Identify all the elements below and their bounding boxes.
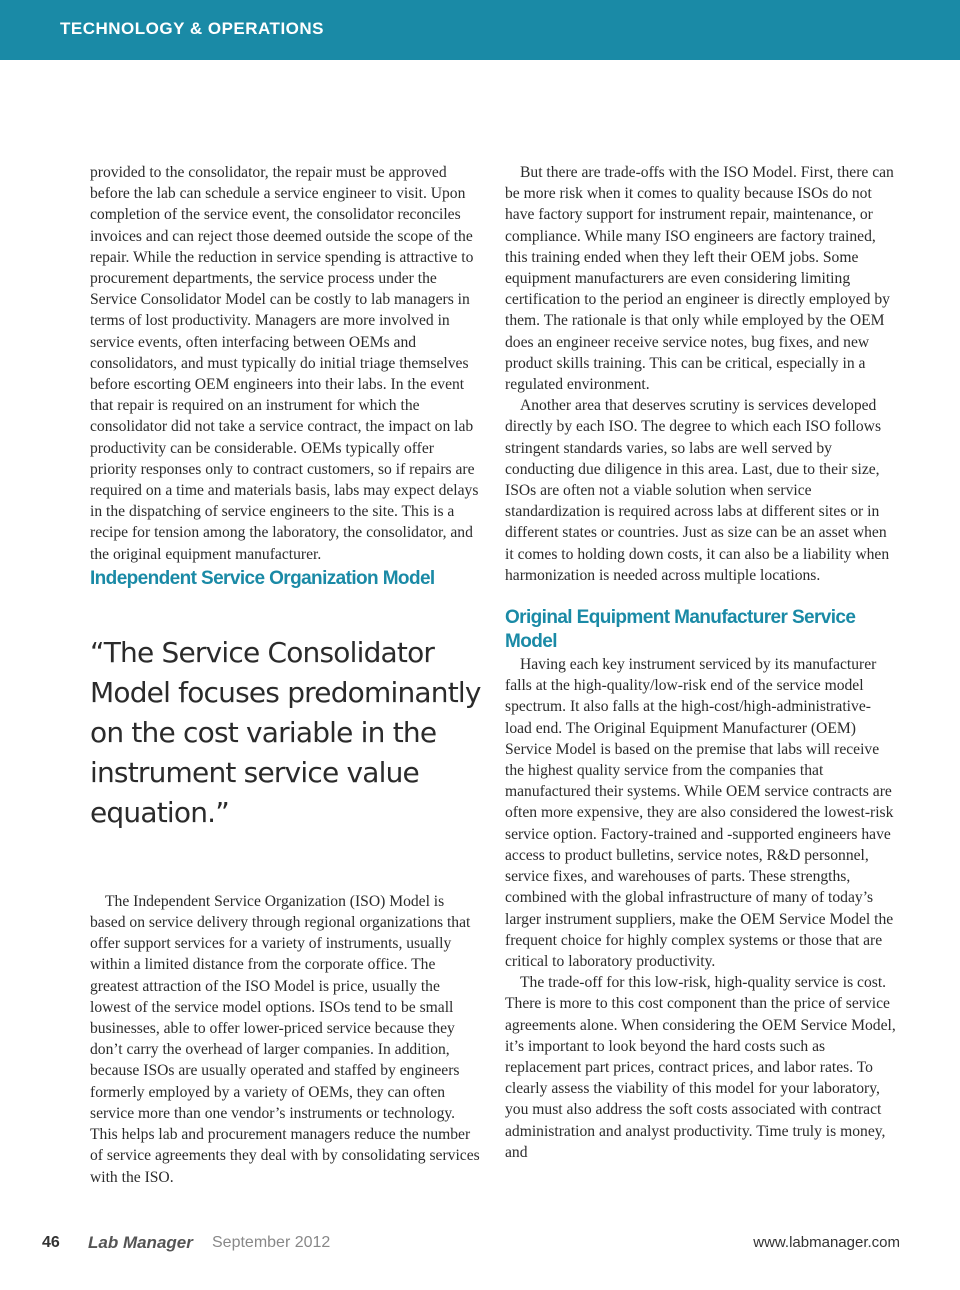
section-label: TECHNOLOGY & OPERATIONS [60, 19, 325, 38]
right-column [505, 162, 897, 1163]
body-paragraph: Having each key instrument serviced by its manufacturer falls at the high-quality/low-risk end of the service model spectrum. It also falls at the high-cost/high-administrative-load end. The Original Equipment Manufacturer (OEM) Service Model is based on the premise that labs will receive the highest quality service from the companies that manufactured their systems. While OEM service contracts are often more expensive, they are also considered the lowest-risk service option. Factory-trained and -supported engineers have access to product bulletins, service notes, R&D personnel, service fixes, and warehouses of parts. These strengths, combined with the global infrastructure of many of today’s larger instrument suppliers, make the OEM Service Model the frequent choice for highly complex systems or those that are critical to laboratory productivity. [505, 656, 894, 970]
pull-quote: “The Service Consolidator Model focuses predominantly on the cost variable in the instrument service value equation.” [90, 635, 481, 829]
body-paragraph: The trade-off for this low-risk, high-quality service is cost. There is more to this cost component than the price of service agreements alone. When considering the OEM Service Model, it’s important to look beyond the hard costs such as replacement part prices, contract prices, and labor rates. To clearly assess the viability of this model for your laboratory, you must also address the soft costs associated with contract administration and analyst productivity. Time truly is money, and [505, 974, 896, 1161]
section-header-bar [0, 0, 960, 60]
body-paragraph: provided to the consolidator, the repair must be approved before the lab can schedule a service engineer to visit. Upon completion of the service event, the consolidator reconciles invoices and can reject those deemed outside the scope of the repair. While the reduction in service spending is attractive to procurement departments, the service process under the Service Consolidator Model can be costly to lab managers in terms of lost productivity. Managers are more involved in service events, often interfacing between OEMs and consolidators, and must typically do initial triage themselves before escorting OEM engineers into their labs. In the event that repair is required on an instrument for which the consolidator did not take a service contract, the impact on lab productivity can be considerable. OEMs typically offer priority responses only to contract customers, so if repairs are required on a time and materials basis, labs may expect delays in the dispatching of service engineers to the site. This is a recipe for tension among the laboratory, the consolidator, and the original equipment manufacturer. [90, 164, 479, 563]
page-footer [0, 1232, 960, 1256]
section-heading-oem: Original Equipment Manufacturer Service Model [505, 607, 856, 653]
body-paragraph: But there are trade-offs with the ISO Model. First, there can be more risk when it comes to quality because ISOs do not have factory support for instrument repair, maintenance, or compliance. While many ISO engineers are factory trained, this training ended when they left their OEM jobs. Some equipment manufacturers are even considering limiting certification to the period an engineer is directly employed by them. The rationale is that only while employed by the OEM does an engineer receive service notes, bug fixes, and new product skills training. This can be critical, especially in a regulated environment. [505, 164, 894, 394]
body-paragraph: The Independent Service Organization (ISO) Model is based on service delivery through regional organizations that offer support services for a variety of instruments, usually within a limited distance from the corporate office. The greatest attraction of the ISO Model is price, usually the lowest of the service model options. ISOs tend to be small businesses, able to offer lower-priced service because they don’t carry the overhead of larger companies. In addition, because ISOs are usually operated and staffed by engineers formerly employed by a variety of OEMs, they can often service more than one vendor’s instruments or technology. This helps lab and procurement managers reduce the number of service agreements they deal with by consolidating services with the ISO. [90, 892, 480, 1186]
publication-name: Lab Manager [88, 1233, 193, 1252]
body-paragraph: Another area that deserves scrutiny is services developed directly by each ISO. The degree to which each ISO follows stringent standards varies, so labs are well served by conducting due diligence in this area. Last, due to their size, ISOs are often not a viable solution when service standardization is required across labs at different sites or in different states or countries. Just as size can be an asset when it comes to holding down costs, it can also be a liability when harmonization is needed across multiple locations. [505, 397, 890, 584]
page-number: 46 [42, 1234, 60, 1251]
issue-date: September 2012 [212, 1234, 331, 1251]
website-url[interactable]: www.labmanager.com [753, 1234, 900, 1251]
left-column [90, 162, 482, 1188]
section-heading-iso: Independent Service Organization Model [90, 567, 435, 589]
